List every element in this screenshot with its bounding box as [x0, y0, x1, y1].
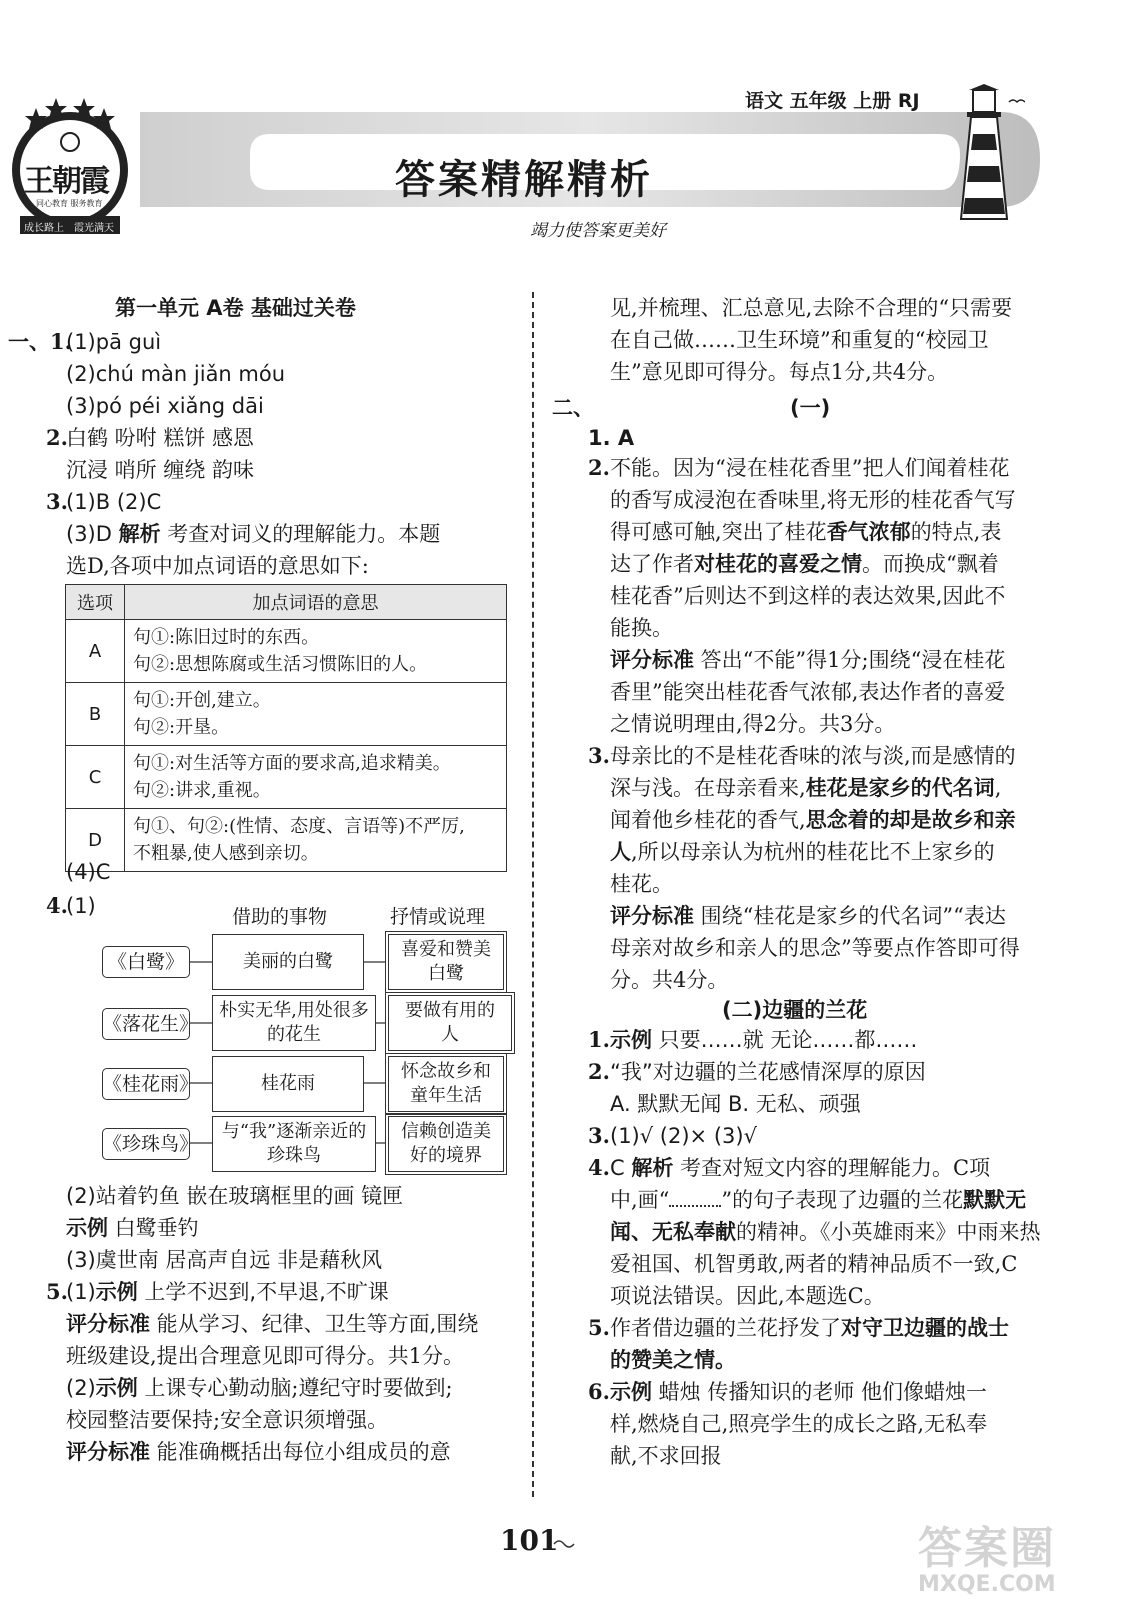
- a3-line-3a: 闻着他乡桂花的香气,: [610, 808, 806, 832]
- a2-scoring-3: 之情说明理由,得2分。共3分。: [610, 712, 896, 736]
- example-label: 示例: [95, 1280, 138, 1304]
- a3-keyword-1: 桂花是家乡的代名词: [805, 775, 995, 800]
- meaning-line: 不粗暴,使人感到亲切。: [133, 843, 319, 864]
- analysis-label: 解析: [631, 1156, 674, 1180]
- brand-motto-right: 霞光满天: [74, 223, 114, 234]
- q3-answer-1: (1)B (2)C: [66, 490, 162, 514]
- q5-scoring-3: [66, 1440, 451, 1464]
- q1-answer-3: (3)pó péi xiǎng dāi: [66, 394, 264, 418]
- b6-example-text: 蜡烛 传播知识的老师 他们像蜡烛一: [652, 1380, 988, 1404]
- wavy-underline-sample: [669, 1205, 721, 1207]
- a3-line-2a: 深与浅。在母亲看来,: [610, 776, 806, 800]
- b3-answer: (1)√ (2)× (3)√: [610, 1124, 757, 1148]
- b4-number: 4.: [588, 1155, 610, 1180]
- q5-answer-2: [66, 1376, 453, 1400]
- page-subtitle: 竭力使答案更美好: [530, 221, 666, 241]
- section-title: 第一单元 A卷 基础过关卷: [115, 296, 356, 320]
- b4-line-5: 项说法错误。因此,本题选C。: [610, 1284, 885, 1308]
- table-cell-option: D: [66, 809, 125, 872]
- b4-line-2a: 中,画“: [610, 1188, 670, 1212]
- q5-scoring-1: [66, 1312, 478, 1336]
- table-cell-option: C: [66, 746, 125, 809]
- diagram-feeling-1-text: 喜爱和赞美白鹭: [401, 939, 491, 984]
- meaning-line: 句②:思想陈腐或生活习惯陈旧的人。: [133, 654, 428, 675]
- b2-line-2: A. 默默无闻 B. 无私、顽强: [610, 1092, 861, 1116]
- q4-answer-3: [66, 1216, 199, 1240]
- b4-line-2: [610, 1188, 1026, 1212]
- b4-keyword-2: 闻、无私奉献: [610, 1219, 736, 1244]
- scoring-label: 评分标准: [66, 1440, 150, 1464]
- diagram-feeling-1: [388, 934, 504, 990]
- b4-line-1: [610, 1156, 990, 1180]
- a3-line-2: [610, 776, 1001, 800]
- meaning-line: 句①:陈旧过时的东西。: [133, 627, 320, 648]
- diagram-thing-4: [212, 1116, 376, 1172]
- q5-part-2: (2): [66, 1376, 96, 1400]
- q2-answer-1: 白鹤 吩咐 糕饼 感恩: [66, 426, 255, 450]
- a3-scoring-text: 围绕“桂花是家乡的代名词”“表达: [694, 904, 1006, 928]
- q3-answer-4: (4)C: [66, 860, 111, 884]
- diagram-feeling-3-text: 怀念故乡和童年生活: [401, 1061, 491, 1106]
- brand-name: 王朝霞: [24, 164, 108, 199]
- meaning-line: 句①:开创,建立。: [133, 690, 271, 711]
- table-cell-option: B: [66, 683, 125, 746]
- q5-example-text-2: 上课专心勤动脑;遵纪守时要做到;: [137, 1376, 453, 1400]
- b4-keyword-1: 默默无: [963, 1187, 1027, 1212]
- q3-answer-3: 选D,各项中加点词语的意思如下:: [66, 554, 369, 578]
- a2-keyword-2: 对桂花的喜爱之情: [694, 551, 862, 576]
- example-label: 示例: [95, 1376, 138, 1400]
- diagram-title-4: 《珍珠鸟》: [102, 1128, 190, 1160]
- q4-example-text: 白鹭垂钓: [108, 1216, 199, 1240]
- q5-scoring-text-2: 能准确概括出每位小组成员的意: [150, 1440, 451, 1464]
- diagram-thing-1: 美丽的白鹭: [212, 934, 364, 990]
- q1-number: 一、1.: [8, 329, 72, 354]
- q5-answer-3: 校园整洁要保持;安全意识须增强。: [66, 1408, 389, 1432]
- a3-line-4b: ,所以母亲认为杭州的桂花比不上家乡的: [631, 840, 995, 864]
- table-header-meaning: 加点词语的意思: [125, 585, 507, 620]
- diagram-header-thing: 借助的事物: [232, 906, 328, 928]
- subject-label: 语文 五年级 上册 RJ: [745, 90, 920, 112]
- q2-number: 2.: [46, 425, 68, 450]
- diagram-title-1: 《白鹭》: [102, 946, 190, 978]
- a2-line-4c: 。而换成“飘着: [862, 552, 999, 576]
- page-number: 101: [500, 1524, 559, 1557]
- q1-answer-2: (2)chú màn jiǎn móu: [66, 362, 286, 386]
- q3-analysis-text: 考查对词义的理解能力。本题: [160, 522, 441, 546]
- q4-number: 4.: [46, 893, 68, 918]
- analysis-label: 解析: [118, 522, 161, 546]
- q5-scoring-2: 班级建设,提出合理意见即可得分。共1分。: [66, 1344, 465, 1368]
- b5-number: 5.: [588, 1315, 610, 1340]
- table-header-option: 选项: [66, 585, 125, 620]
- brand-motto-left: 成长路上: [24, 223, 64, 234]
- diagram-title-2: 《落花生》: [102, 1008, 190, 1040]
- scoring-label: 评分标准: [610, 648, 694, 672]
- meaning-line: 句①、句②:(性情、态度、言语等)不严厉,: [133, 816, 465, 837]
- b4-line-4: 爱祖国、机智勇敢,两者的精神品质不一致,C: [610, 1252, 1018, 1276]
- a2-number: 2.: [588, 455, 610, 480]
- watermark-top: 答案圈: [918, 1523, 1056, 1574]
- right-text-2: 在自己做……卫生环境”和重复的“校园卫: [610, 328, 989, 352]
- diagram-header-feeling: 抒情或说理: [390, 906, 486, 928]
- a2-line-3c: 的特点,表: [910, 520, 1002, 544]
- q5-part-1: (1): [66, 1280, 96, 1304]
- a3-scoring-2: 母亲对故乡和亲人的思念”等要点作答即可得: [610, 936, 1020, 960]
- q3-number: 3.: [46, 489, 68, 514]
- b4-line-3b: 的精神。《小英雄雨来》中雨来热: [736, 1220, 1041, 1244]
- q2-answer-2: 沉浸 哨所 缠绕 韵味: [66, 458, 255, 482]
- b3-number: 3.: [588, 1123, 610, 1148]
- q4-answer-4: (3)虞世南 居高声自远 非是藉秋风: [66, 1248, 383, 1272]
- q3-answer-prefix: (3)D: [66, 522, 119, 546]
- diagram-feeling-4: [388, 1116, 504, 1172]
- b5-line-1a: 作者借边疆的兰花抒发了: [610, 1316, 841, 1340]
- b6-number: 6.: [588, 1379, 610, 1404]
- diagram-thing-4-text: 与“我”逐渐亲近的珍珠鸟: [221, 1121, 367, 1166]
- b1-answer: [610, 1028, 917, 1052]
- b6-line-3: 献,不求回报: [610, 1444, 722, 1468]
- scoring-label: 评分标准: [610, 904, 694, 928]
- a3-scoring-3: 分。共4分。: [610, 968, 729, 992]
- b1-example-text: 只要……就 无论……都……: [652, 1028, 918, 1052]
- a2-scoring-2: 香里”能突出桂花香气浓郁,表达作者的喜爱: [610, 680, 1006, 704]
- q5-scoring-text: 能从学习、纪律、卫生等方面,围绕: [150, 1312, 479, 1336]
- example-label: 示例: [66, 1216, 108, 1240]
- a1-answer: 1. A: [588, 426, 635, 450]
- a2-line-3: [610, 520, 1001, 544]
- b1-number: 1.: [588, 1027, 610, 1052]
- section-2-title: (一): [790, 396, 831, 420]
- a2-scoring-text: 答出“不能”得1分;围绕“浸在桂花: [694, 648, 1006, 672]
- b4-line-2b: ”的句子表现了边疆的兰花: [721, 1188, 964, 1212]
- meaning-line: 句②:讲求,重视。: [133, 780, 271, 801]
- a3-number: 3.: [588, 743, 610, 768]
- diagram-feeling-3: [388, 1056, 504, 1112]
- page-title: 答案精解精析: [395, 157, 653, 203]
- a3-line-4: [610, 840, 995, 864]
- b6-line-2: 样,燃烧自己,照亮学生的成长之路,无私奉: [610, 1412, 988, 1436]
- a3-line-2c: ,: [994, 776, 1002, 800]
- a3-keyword-2: 思念着的却是故乡和亲: [805, 807, 1016, 832]
- watermark-bottom: MXQE.COM: [918, 1572, 1056, 1597]
- q5-example-text: 上学不迟到,不早退,不旷课: [137, 1280, 389, 1304]
- a3-line-3: [610, 808, 1016, 832]
- q1-answer-1: (1)pā guì: [66, 330, 162, 354]
- b5-keyword-1: 对守卫边疆的战士: [841, 1315, 1009, 1340]
- section-2-number: 二、: [552, 395, 594, 420]
- meaning-line: 句①:对生活等方面的要求高,追求精美。: [133, 753, 451, 774]
- a2-line-4a: 达了作者: [610, 552, 694, 576]
- page-number-swash-icon: [552, 1536, 576, 1550]
- diagram-thing-2: [212, 995, 376, 1051]
- a2-line-3a: 得可感可触,突出了桂花: [610, 520, 827, 544]
- b6-line-1: [610, 1380, 987, 1404]
- a3-keyword-3: 人: [610, 839, 631, 864]
- a3-line-5: 桂花。: [610, 872, 673, 896]
- a3-line-1: 母亲比的不是桂花香味的浓与淡,而是感情的: [610, 744, 1016, 768]
- diagram-thing-3: 桂花雨: [212, 1056, 364, 1112]
- example-label: 示例: [610, 1380, 652, 1404]
- a2-line-5: 桂花香”后则达不到这样的表达效果,因此不: [610, 584, 1006, 608]
- diagram-feeling-4-text: 信赖创造美好的境界: [401, 1121, 491, 1166]
- q5-answer-1: [66, 1280, 389, 1304]
- a2-line-6: 能换。: [610, 616, 673, 640]
- watermark: [918, 1512, 1118, 1597]
- b4-line-3: [610, 1220, 1041, 1244]
- example-label: 示例: [610, 1028, 652, 1052]
- meaning-line: 句②:开垦。: [133, 717, 230, 738]
- right-text-1: 见,并梳理、汇总意见,去除不合理的“只需要: [610, 296, 1013, 320]
- a3-scoring-1: [610, 904, 1006, 928]
- b4-analysis-text: 考查对短文内容的理解能力。C项: [673, 1156, 991, 1180]
- b2-line-1: “我”对边疆的兰花感情深厚的原因: [610, 1060, 926, 1084]
- a2-line-2: 的香写成浸泡在香味里,将无形的桂花香气写: [610, 488, 1016, 512]
- b5-line-2: 的赞美之情。: [610, 1347, 736, 1372]
- scoring-label: 评分标准: [66, 1312, 150, 1336]
- brand-sub: 同心教育 服务教育: [36, 199, 103, 208]
- b5-line-1: [610, 1316, 1009, 1340]
- table-cell-option: A: [66, 620, 125, 683]
- b4-answer-prefix: C: [610, 1156, 632, 1180]
- q5-number: 5.: [46, 1279, 68, 1304]
- diagram-feeling-2-text: 要做有用的人: [405, 1000, 495, 1045]
- q4-answer-2: (2)站着钓鱼 嵌在玻璃框里的画 镜匣: [66, 1184, 404, 1208]
- diagram-feeling-2: [388, 995, 512, 1051]
- q4-answer-1: (1): [66, 894, 96, 918]
- diagram-title-3: 《桂花雨》: [102, 1068, 190, 1100]
- a2-line-1: 不能。因为“浸在桂花香里”把人们闻着桂花: [610, 456, 1010, 480]
- section-3-title: (二)边疆的兰花: [722, 998, 868, 1022]
- b2-number: 2.: [588, 1059, 610, 1084]
- a2-keyword-1: 香气浓郁: [826, 519, 911, 544]
- right-text-3: 生”意见即可得分。每点1分,共4分。: [610, 360, 949, 384]
- a2-line-4: [610, 552, 999, 576]
- diagram-thing-2-text: 朴实无华,用处很多的花生: [219, 1000, 369, 1045]
- a2-scoring-1: [610, 648, 1005, 672]
